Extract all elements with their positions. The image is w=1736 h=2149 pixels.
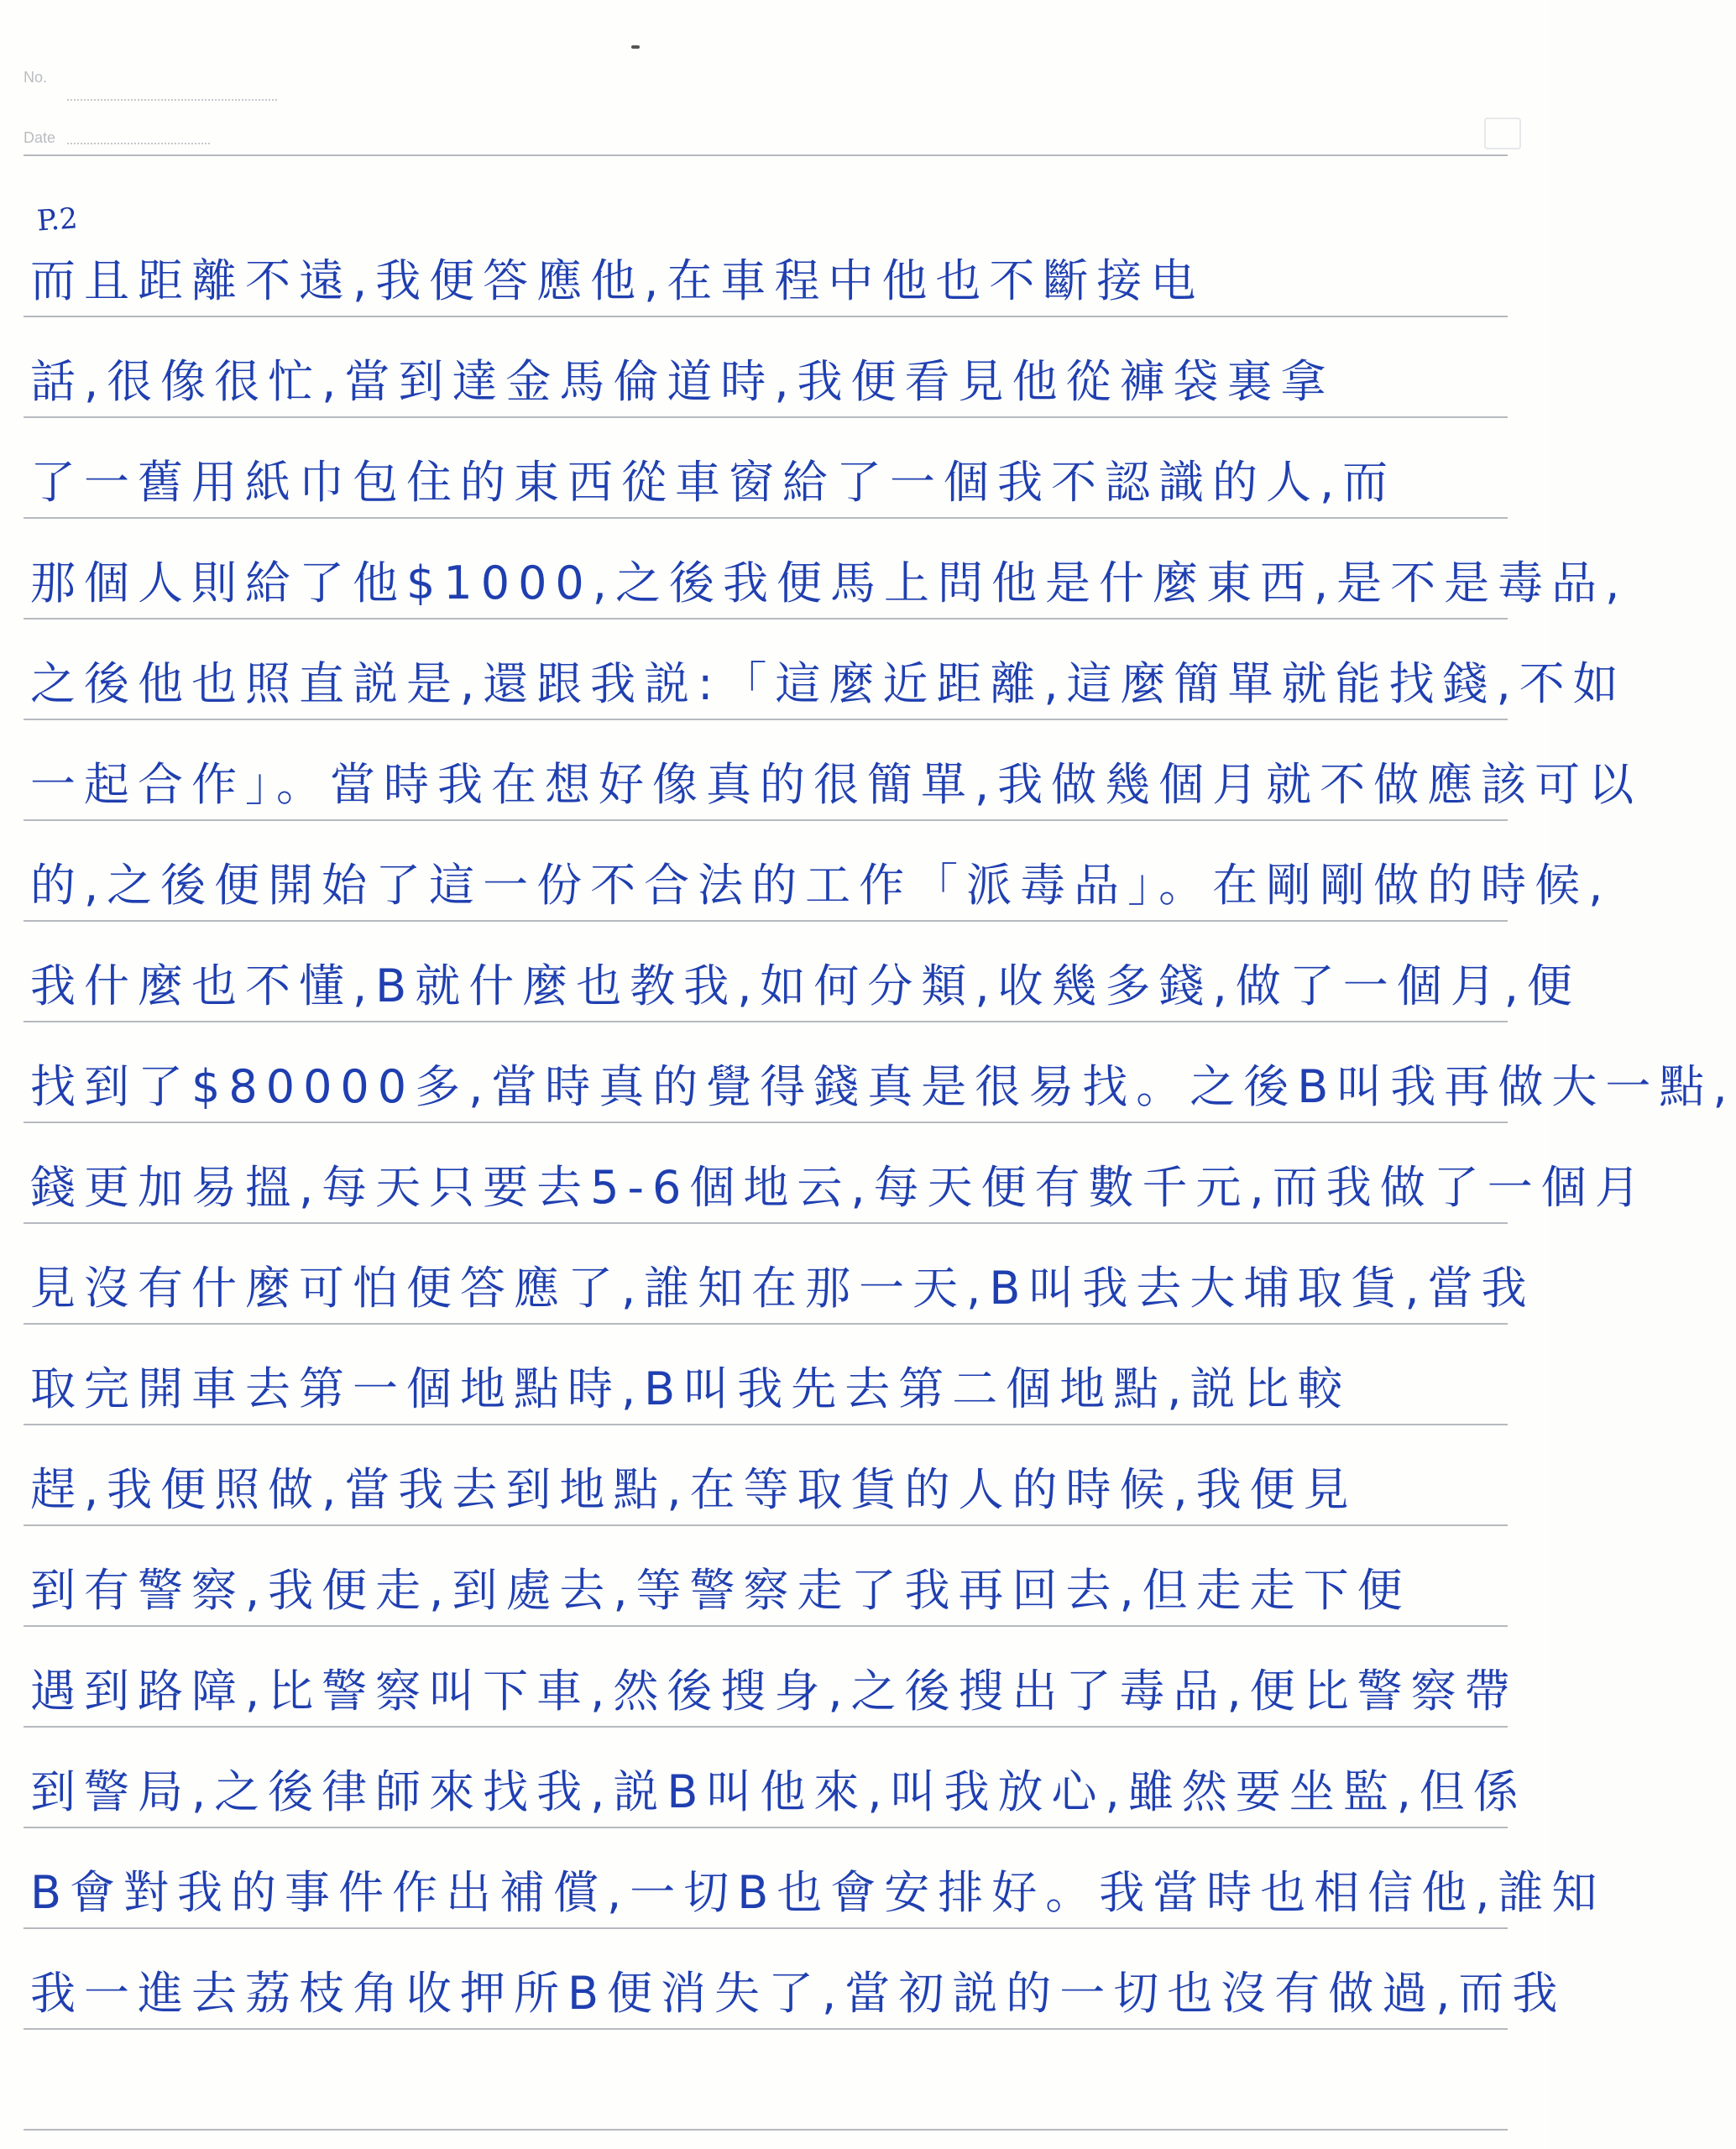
handwritten-line: 找到了$80000多,當時真的覺得錢真是很易找。之後B叫我再做大一點,: [30, 1060, 1736, 1113]
ruled-line: [24, 1222, 1508, 1224]
ruled-line: [24, 1021, 1508, 1022]
handwritten-line: 了一舊用紙巾包住的東西從車窗給了一個我不認識的人,而: [30, 456, 1397, 509]
handwritten-line: 趕,我便照做,當我去到地點,在等取貨的人的時候,我便見: [30, 1463, 1357, 1516]
handwritten-line: 一起合作」。當時我在想好像真的很簡單,我做幾個月就不做應該可以: [30, 758, 1643, 811]
handwritten-line: 之後他也照直説是,還跟我説:「這麼近距離,這麼簡單就能找錢,不如: [30, 657, 1627, 710]
scan-speck: [631, 45, 640, 49]
ruled-line: [24, 719, 1508, 720]
handwritten-line: 遇到路障,比警察叫下車,然後搜身,之後搜出了毒品,便比警察帶: [30, 1665, 1519, 1718]
ruled-line: [24, 2129, 1508, 2131]
ruled-line: [24, 618, 1508, 620]
ruled-line: [24, 1122, 1508, 1123]
ruled-line: [24, 1827, 1508, 1828]
handwritten-line: 我一進去荔枝角收押所B便消失了,當初説的一切也沒有做過,而我: [30, 1967, 1566, 2020]
handwritten-line: 而且距離不遠,我便答應他,在車程中他也不斷接电: [30, 254, 1205, 307]
handwritten-line: 話,很像很忙,當到達金馬倫道時,我便看見他從褲袋裏拿: [30, 355, 1335, 408]
handwritten-line: 我什麼也不懂,B就什麼也教我,如何分類,收幾多錢,做了一個月,便: [30, 959, 1581, 1012]
ruled-line: [24, 1424, 1508, 1425]
date-label: Date: [24, 129, 56, 146]
ruled-line: [24, 819, 1508, 821]
ruled-line: [24, 1323, 1508, 1325]
handwritten-line: B會對我的事件作出補償,一切B也會安排好。我當時也相信他,誰知: [30, 1866, 1606, 1919]
ruled-line: [24, 1927, 1508, 1929]
no-field-line: [67, 99, 277, 101]
page-number-marker: P.2: [35, 201, 79, 238]
faint-corner-mark: [1484, 118, 1521, 149]
handwritten-line: 取完開車去第一個地點時,B叫我先去第二個地點,説比較: [30, 1362, 1352, 1415]
handwritten-line: 到警局,之後律師來找我,説B叫他來,叫我放心,雖然要坐監,但係: [30, 1765, 1527, 1818]
ruled-line: [24, 920, 1508, 922]
date-field-line: [67, 143, 210, 144]
ruled-line: [24, 517, 1508, 519]
handwritten-line: 那個人則給了他$1000,之後我便馬上問他是什麼東西,是不是毒品,: [30, 557, 1629, 609]
handwritten-line: 錢更加易搵,每天只要去5-6個地云,每天便有數千元,而我做了一個月: [30, 1161, 1649, 1214]
ruled-line: [24, 1524, 1508, 1526]
ruled-line: [24, 2028, 1508, 2030]
ruled-line: [24, 1726, 1508, 1728]
handwritten-line: 到有警察,我便走,到處去,等警察走了我再回去,但走走下便: [30, 1564, 1411, 1617]
handwritten-line: 的,之後便開始了這一份不合法的工作「派毒品」。在剛剛做的時候,: [30, 859, 1612, 912]
header-rule: [24, 154, 1508, 156]
handwritten-line: 見沒有什麼可怕便答應了,誰知在那一天,B叫我去大埔取貨,當我: [30, 1262, 1535, 1315]
ruled-line: [24, 316, 1508, 317]
ruled-line: [24, 416, 1508, 418]
no-label: No.: [24, 69, 48, 86]
ruled-line: [24, 1625, 1508, 1627]
